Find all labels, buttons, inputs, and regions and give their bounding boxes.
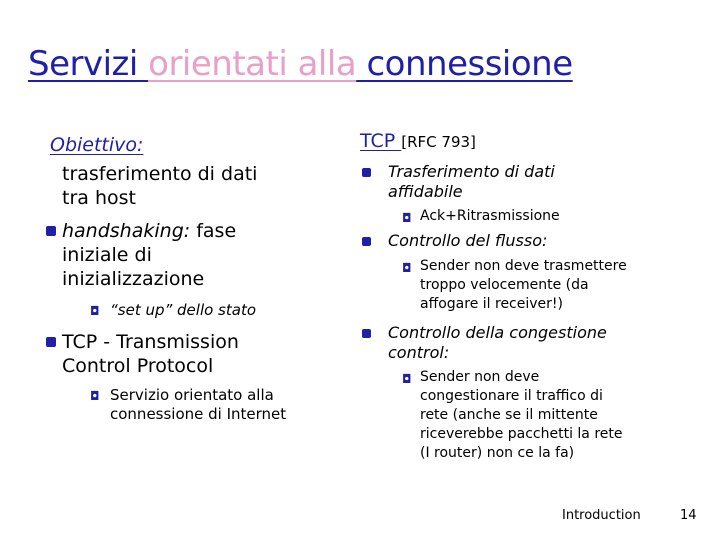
right-bullet2-sub2: troppo velocemente (da <box>420 277 589 293</box>
left-bullet1-line3: inizializzazione <box>62 268 205 290</box>
footer-page-number: 14 <box>680 508 697 523</box>
slide-title <box>28 42 573 86</box>
m-bullet-icon: ◘ <box>402 261 412 275</box>
square-bullet-icon <box>362 168 371 177</box>
title-part-2: orientati alla <box>148 44 357 84</box>
left-bullet2-line2: Control Protocol <box>62 355 214 377</box>
footer-section: Introduction <box>562 508 641 523</box>
right-bullet1-line1: Trasferimento di dati <box>388 162 555 181</box>
left-bullet1-rest: fase <box>190 220 237 242</box>
m-bullet-icon: ◘ <box>402 372 412 386</box>
square-bullet-icon <box>362 329 371 338</box>
m-bullet-icon: ◘ <box>402 211 412 225</box>
right-bullet1-line2: affidabile <box>388 182 463 201</box>
handshaking-label: handshaking: <box>62 220 191 242</box>
square-bullet-icon <box>46 226 56 236</box>
right-bullet3-sub3: rete (anche se il mittente <box>420 407 598 423</box>
left-bullet2-line1: TCP - Transmission <box>62 331 239 353</box>
square-bullet-icon <box>362 237 371 246</box>
right-bullet3-line1: Controllo della congestione <box>388 323 607 342</box>
title-part-3: connessione <box>356 44 573 84</box>
right-bullet3-line2: control: <box>388 343 450 362</box>
right-bullet2: Controllo del flusso: <box>388 231 548 250</box>
square-bullet-icon <box>46 337 56 347</box>
left-line1: trasferimento di dati <box>62 163 258 185</box>
left-sub2-line2: connessione di Internet <box>110 405 287 423</box>
right-bullet1-sub: Ack+Ritrasmissione <box>420 208 560 224</box>
left-sub1: “set up” dello stato <box>110 301 257 319</box>
left-bullet1-line2: iniziale di <box>62 244 152 266</box>
m-bullet-icon: ◘ <box>90 389 100 403</box>
right-bullet3-sub4: riceverebbe pacchetti la rete <box>420 426 623 442</box>
left-sub2-line1: Servizio orientato alla <box>110 386 274 404</box>
tcp-link[interactable]: TCP <box>360 130 402 152</box>
rfc-reference: [RFC 793] <box>401 133 476 151</box>
title-part-1: Servizi <box>28 44 149 84</box>
right-heading <box>360 130 476 152</box>
right-bullet2-sub3: affogare il receiver!) <box>420 296 563 312</box>
left-heading: Obiettivo: <box>50 134 144 156</box>
m-bullet-icon: ◘ <box>90 304 100 318</box>
left-line2: tra host <box>62 187 136 209</box>
right-bullet3-sub5: (I router) non ce la fa) <box>420 445 575 461</box>
right-bullet3-sub1: Sender non deve <box>420 369 540 385</box>
left-bullet1 <box>62 219 236 243</box>
right-bullet2-sub1: Sender non deve trasmettere <box>420 258 627 274</box>
right-bullet3-sub2: congestionare il traffico di <box>420 388 603 404</box>
